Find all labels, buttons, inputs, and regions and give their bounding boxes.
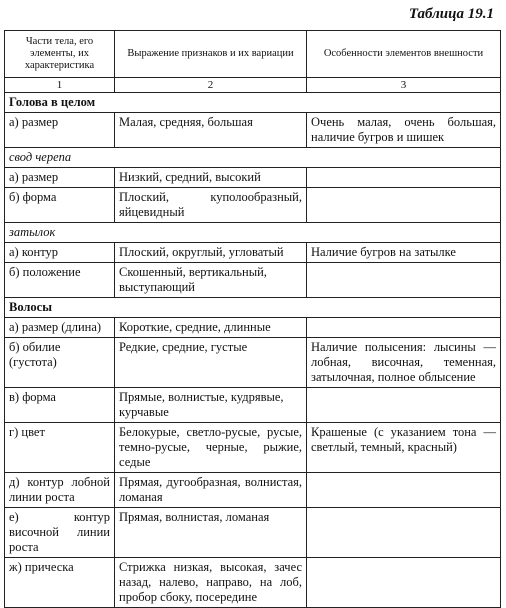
- cell-features: [307, 168, 501, 188]
- section-head-label: Голова в целом: [5, 93, 501, 113]
- cell-values: Стрижка низкая, высокая, зачес назад, налево, направо, на лоб, пробор сбоку, посередине: [115, 558, 307, 608]
- cell-features: Наличие бугров на затылке: [307, 243, 501, 263]
- cell-feature: в) форма: [5, 388, 115, 423]
- header-col-1: Части тела, его элементы, их характеристика: [5, 31, 115, 78]
- table-row: [5, 188, 501, 223]
- cell-features: [307, 318, 501, 338]
- cell-feature: ж) прическа: [5, 558, 115, 608]
- column-number-row: [5, 78, 501, 93]
- cell-features: Наличие полысения: лысины — лобная, височная, теменная, затылочная, полное облысение: [307, 338, 501, 388]
- table-row: [5, 508, 501, 558]
- cell-feature: а) контур: [5, 243, 115, 263]
- cell-feature: д) контур лобной линии роста: [5, 473, 115, 508]
- col-number-1: 1: [5, 78, 115, 93]
- table-row: [5, 243, 501, 263]
- cell-feature: г) цвет: [5, 423, 115, 473]
- cell-features: [307, 558, 501, 608]
- section-row-head: [5, 93, 501, 113]
- cell-feature: а) размер: [5, 168, 115, 188]
- cell-values: Белокурые, светло-русые, русые, темно-русые, черные, рыжие, седые: [115, 423, 307, 473]
- cell-features: [307, 508, 501, 558]
- cell-values: Плоский, округлый, угловатый: [115, 243, 307, 263]
- table-row: [5, 388, 501, 423]
- cell-feature: а) размер (длина): [5, 318, 115, 338]
- cell-values: Короткие, средние, длинные: [115, 318, 307, 338]
- table-header-row: [5, 31, 501, 78]
- cell-values: Малая, средняя, большая: [115, 113, 307, 148]
- cell-values: Прямая, дугообразная, волнистая, ломаная: [115, 473, 307, 508]
- feature-table: [4, 30, 501, 608]
- cell-features: [307, 188, 501, 223]
- section-row-nape: [5, 223, 501, 243]
- cell-features: [307, 473, 501, 508]
- cell-values: Редкие, средние, густые: [115, 338, 307, 388]
- cell-values: Низкий, средний, высокий: [115, 168, 307, 188]
- section-row-skull: [5, 148, 501, 168]
- header-col-2: Выражение признаков и их вариации: [115, 31, 307, 78]
- section-skull-label: свод черепа: [5, 148, 501, 168]
- cell-feature: а) размер: [5, 113, 115, 148]
- col-number-2: 2: [115, 78, 307, 93]
- cell-values: Плоский, куполообразный, яйцевидный: [115, 188, 307, 223]
- section-hair-label: Волосы: [5, 298, 501, 318]
- col-number-3: 3: [307, 78, 501, 93]
- table-row: [5, 263, 501, 298]
- header-col-3: Особенности элементов внешности: [307, 31, 501, 78]
- section-nape-label: затылок: [5, 223, 501, 243]
- cell-values: Прямые, волнистые, кудрявые, курчавые: [115, 388, 307, 423]
- cell-feature: б) форма: [5, 188, 115, 223]
- cell-features: Очень малая, очень большая, наличие бугров и шишек: [307, 113, 501, 148]
- cell-feature: е) контур височной линии роста: [5, 508, 115, 558]
- cell-values: Скошенный, вертикальный, выступающий: [115, 263, 307, 298]
- table-row: [5, 423, 501, 473]
- cell-features: [307, 263, 501, 298]
- table-row: [5, 338, 501, 388]
- cell-feature: б) обилие (густота): [5, 338, 115, 388]
- cell-values: Прямая, волнистая, ломаная: [115, 508, 307, 558]
- cell-features: Крашеные (с указанием тона — светлый, темный, красный): [307, 423, 501, 473]
- cell-features: [307, 388, 501, 423]
- table-row: [5, 318, 501, 338]
- table-row: [5, 558, 501, 608]
- cell-feature: б) положение: [5, 263, 115, 298]
- table-row: [5, 168, 501, 188]
- table-row: [5, 473, 501, 508]
- table-caption: Таблица 19.1: [408, 6, 494, 22]
- table-row: [5, 113, 501, 148]
- section-row-hair: [5, 298, 501, 318]
